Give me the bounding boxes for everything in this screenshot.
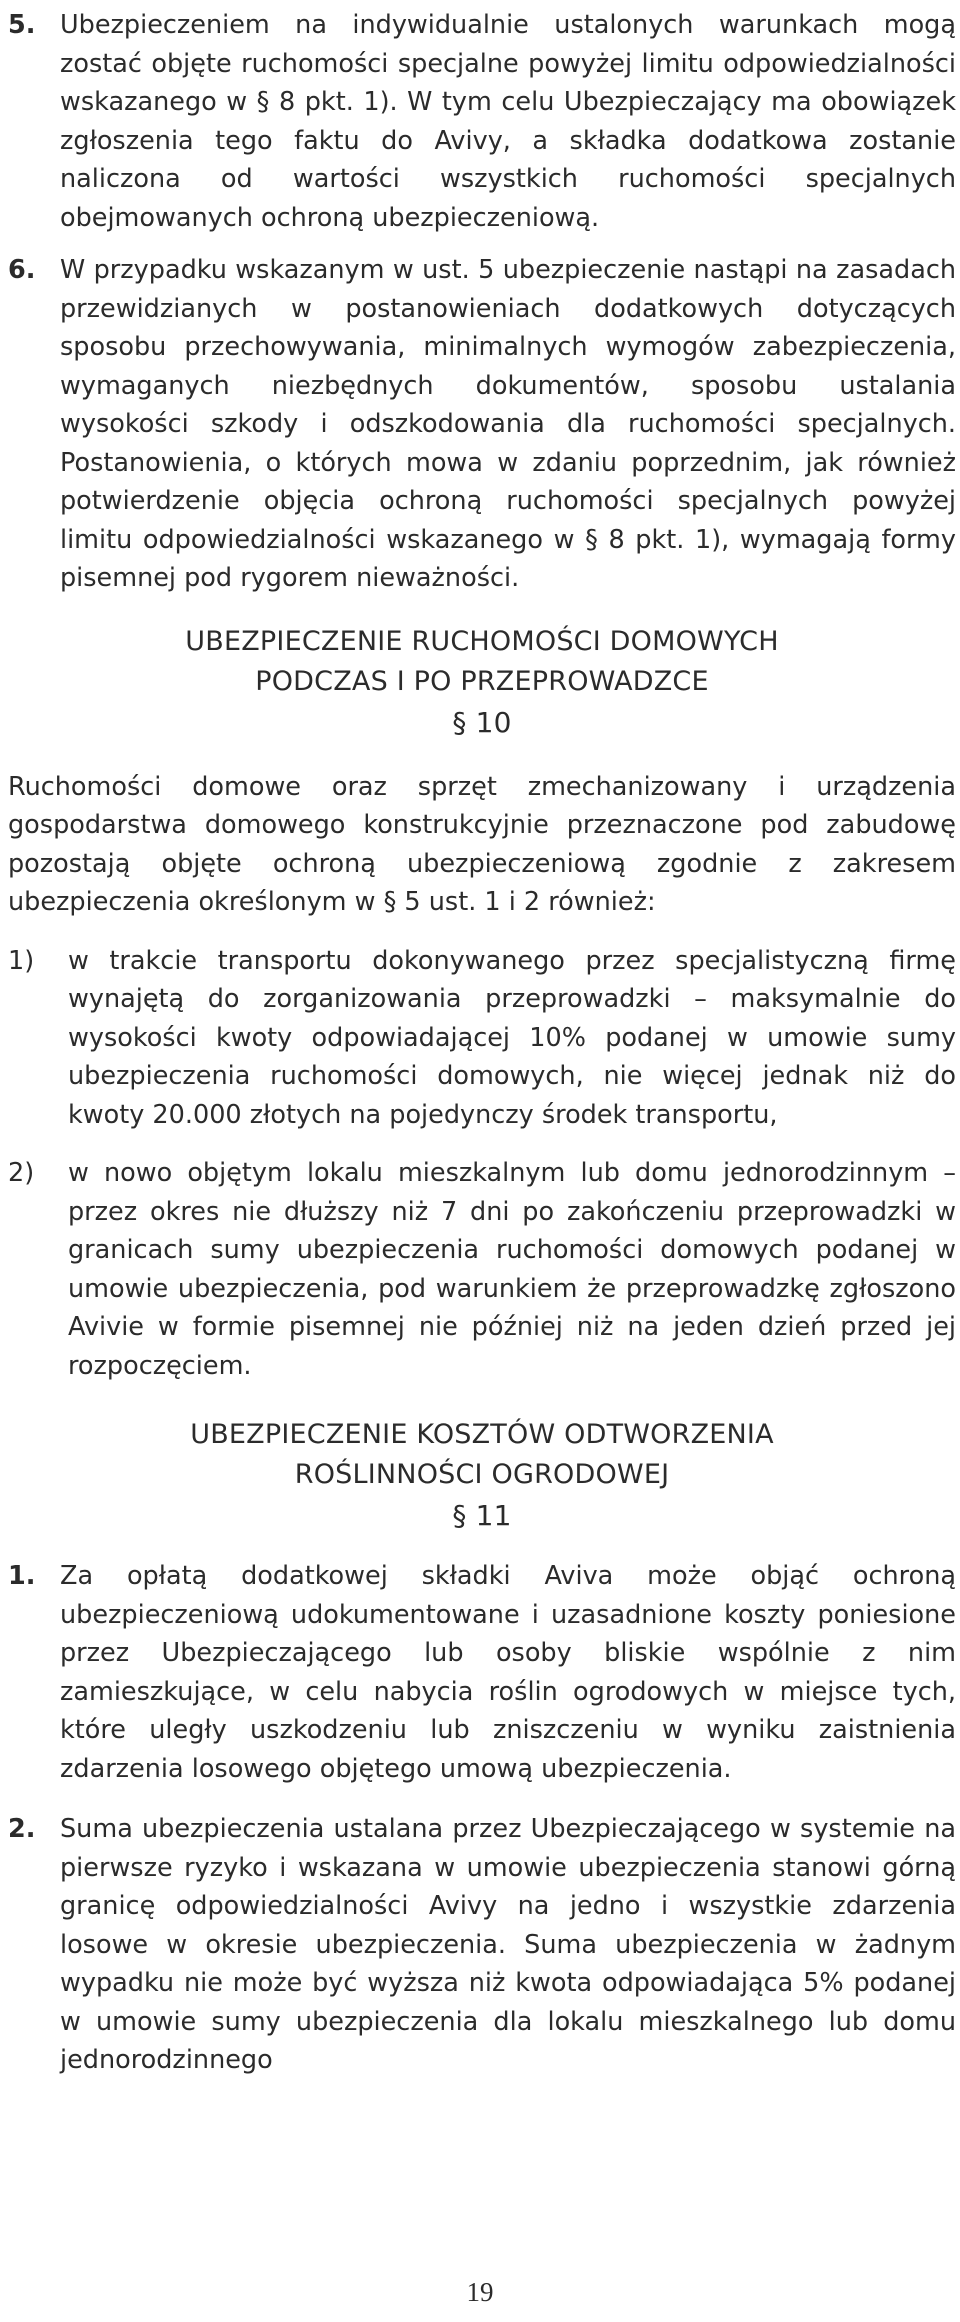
- section-10-point-1: [8, 942, 956, 1135]
- section-11-clause-2: [8, 1810, 956, 2080]
- section-title-line: UBEZPIECZENIE RUCHOMOŚCI DOMOWYCH: [185, 625, 779, 657]
- section-title-line: ROŚLINNOŚCI OGRODOWEJ: [294, 1459, 670, 1490]
- clause-text: Za opłatą dodatkowej składki Aviva może objąć ochroną ubezpieczeniową udokumentowane i uzasadnione koszty poniesione przez Ubezpieczającego lub osoby bliskie wspólnie z nim zamieszkujące, w celu nabycia roślin ogrodowych w miejsce tych, które uległy uszkodzeniu lub zniszczeniu w wyniku zaistnienia zdarzenia losowego objętego umową ubezpieczenia.: [60, 1561, 956, 1784]
- section-10-intro: Ruchomości domowe oraz sprzęt zmechanizowany i urządzenia gospodarstwa domowego konstrukcyjnie przeznaczone pod zabudowę pozostają objęte ochroną ubezpieczeniową zgodnie z zakresem ubezpieczenia określonym w § 5 ust. 1 i 2 również:: [8, 771, 956, 917]
- clause-6: [8, 251, 956, 598]
- clause-text: W przypadku wskazanym w ust. 5 ubezpieczenie nastąpi na zasadach przewidzianych w postanowieniach dodatkowych dotyczących sposobu przechowywania, minimalnych wymogów zabezpieczenia, wymaganych niezbędnych dokumentów, sposobu ustalania wysokości szkody i odszkodowania dla ruchomości specjalnych. Postanowienia, o których mowa w zdaniu poprzednim, jak również potwierdzenie objęcia ochroną ruchomości specjalnych powyżej limitu odpowiedzialności wskazanego w § 8 pkt. 1), wymagają formy pisemnej pod rygorem nieważności.: [60, 255, 956, 593]
- section-10-heading: [8, 622, 956, 744]
- clause-text: Suma ubezpieczenia ustalana przez Ubezpieczającego w systemie na pierwsze ryzyko i wskazana w umowie ubezpieczenia stanowi górną granicę odpowiedzialności Avivy na jedno i wszystkie zdarzenia losowe w okresie ubezpieczenia. Suma ubezpieczenia w żadnym wypadku nie może być wyższa niż kwota odpowiadająca 5% podanej w umowie sumy ubezpieczenia dla lokalu mieszkalnego lub domu jednorodzinnego: [60, 1814, 956, 2075]
- page-number: 19: [466, 2277, 494, 2307]
- section-paragraph-number: § 11: [452, 1499, 512, 1532]
- clause-number: 5.: [8, 10, 36, 40]
- section-title-line: UBEZPIECZENIE KOSZTÓW ODTWORZENIA: [190, 1419, 774, 1450]
- point-text: w trakcie transportu dokonywanego przez specjalistyczną firmę wynajętą do zorganizowania przeprowadzki – maksymalnie do wysokości kwoty odpowiadającej 10% podanej w umowie sumy ubezpieczenia ruchomości domowych, nie więcej jednak niż do kwoty 20.000 złotych na pojedynczy środek transportu,: [68, 945, 956, 1130]
- section-paragraph-number: § 10: [452, 705, 512, 739]
- clause-number: 2.: [8, 1814, 36, 1844]
- point-number: 2): [8, 1158, 35, 1188]
- clause-text: Ubezpieczeniem na indywidualnie ustalonych warunkach mogą zostać objęte ruchomości specjalne powyżej limitu odpowiedzialności wskazanego w § 8 pkt. 1). W tym celu Ubezpieczający ma obowiązek zgłoszenia tego faktu do Avivy, a składka dodatkowa zostanie naliczona od wartości wszystkich ruchomości specjalnych obejmowanych ochroną ubezpieczeniową.: [60, 10, 956, 233]
- section-11-clause-1: [8, 1557, 956, 1788]
- section-10-point-2: [8, 1154, 956, 1385]
- point-number: 1): [8, 945, 35, 976]
- clause-5: [8, 6, 956, 237]
- clause-number: 1.: [8, 1561, 36, 1591]
- section-title-line: PODCZAS I PO PRZEPROWADZCE: [255, 665, 709, 697]
- point-text: w nowo objętym lokalu mieszkalnym lub domu jednorodzinnym – przez okres nie dłuższy niż 7 dni po zakończeniu przeprowadzki w granicach sumy ubezpieczenia ruchomości domowych podanej w umowie ubezpieczenia, pod warunkiem że przeprowadzkę zgłoszono Avivie w formie pisemnej nie później niż na jeden dzień przed jej rozpoczęciem.: [68, 1158, 956, 1381]
- clause-number: 6.: [8, 255, 36, 285]
- section-11-heading: [8, 1415, 956, 1537]
